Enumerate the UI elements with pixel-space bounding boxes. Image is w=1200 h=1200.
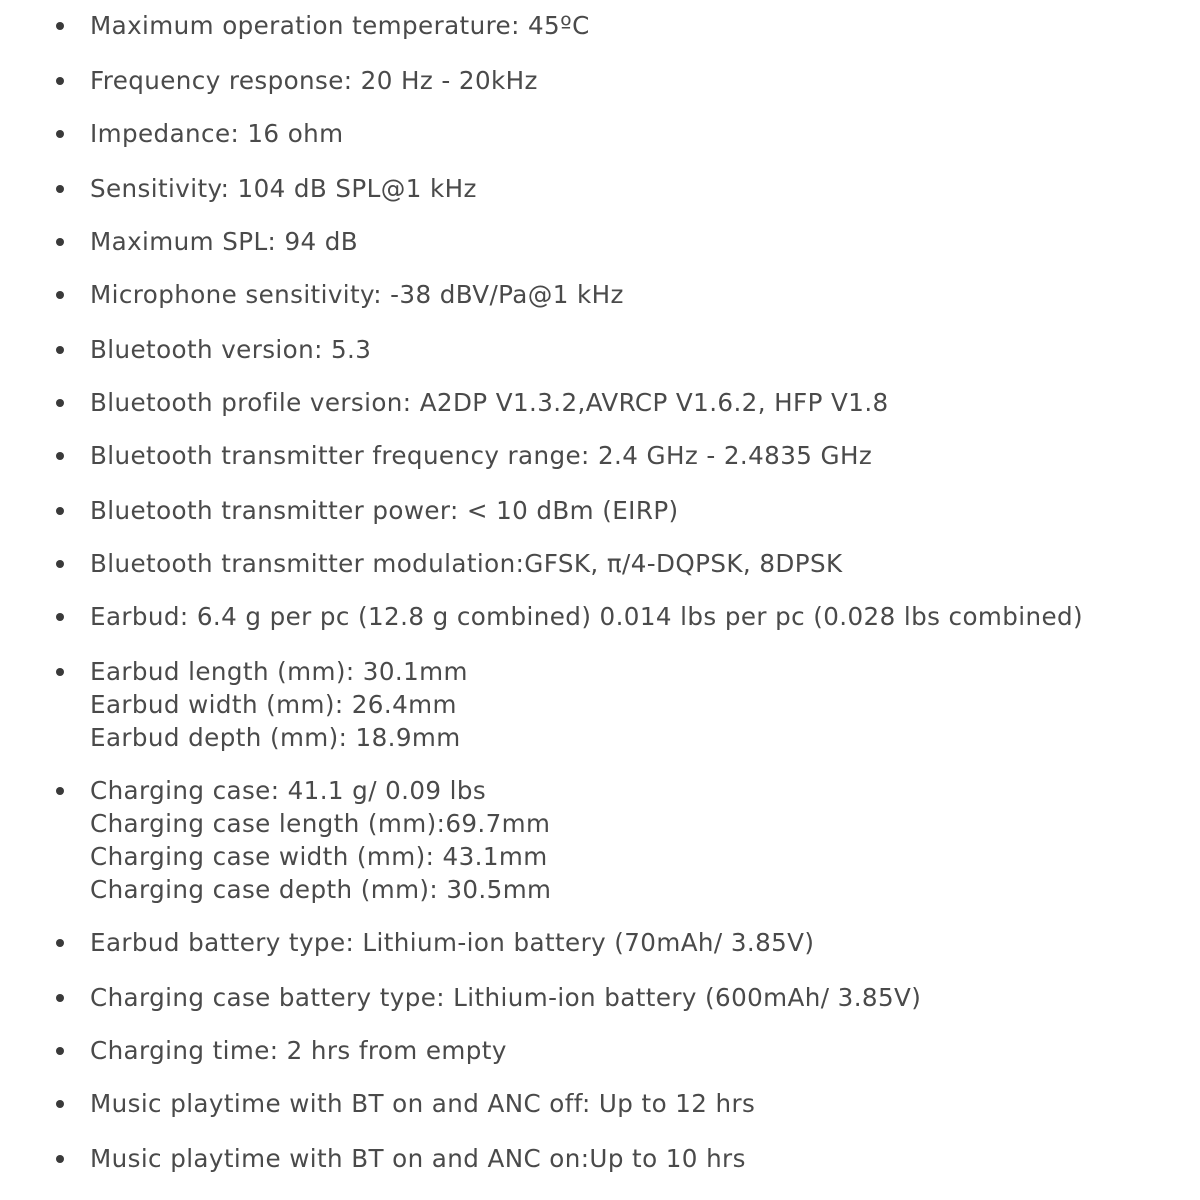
spec-list-item (0, 172, 1200, 205)
spec-line: Earbud width (mm): 26.4mm (90, 690, 457, 719)
spec-list-item (0, 117, 1200, 150)
spec-text (90, 547, 843, 580)
bullet-icon (56, 77, 64, 85)
spec-list-item (0, 600, 1200, 633)
spec-line: Frequency response: 20 Hz - 20kHz (90, 66, 538, 95)
spec-line: Charging case battery type: Lithium-ion battery (600mAh/ 3.85V) (90, 983, 922, 1012)
bullet-icon (56, 1100, 64, 1108)
bullet-icon (56, 130, 64, 138)
spec-line: Music playtime with BT on and ANC off: Up to 12 hrs (90, 1089, 756, 1118)
bullet-icon (56, 238, 64, 246)
spec-list-item (0, 1087, 1200, 1120)
bullet-icon (56, 185, 64, 193)
spec-line: Maximum operation temperature: 45ºC (90, 11, 590, 40)
spec-line: Maximum SPL: 94 dB (90, 227, 359, 256)
spec-text (90, 600, 1083, 633)
bullet-icon (56, 613, 64, 621)
bullet-icon (56, 560, 64, 568)
spec-line: Charging time: 2 hrs from empty (90, 1036, 507, 1065)
spec-text (90, 278, 624, 311)
spec-line: Bluetooth transmitter frequency range: 2.4 GHz - 2.4835 GHz (90, 441, 873, 470)
spec-list-item (0, 494, 1200, 527)
bullet-icon (56, 939, 64, 947)
bullet-icon (56, 346, 64, 354)
bullet-icon (56, 668, 64, 676)
spec-text (90, 386, 889, 419)
spec-text (90, 172, 477, 205)
spec-line: Earbud length (mm): 30.1mm (90, 657, 468, 686)
bullet-icon (56, 452, 64, 460)
spec-list-item (0, 9, 1200, 42)
spec-text (90, 981, 921, 1014)
spec-line: Charging case width (mm): 43.1mm (90, 842, 548, 871)
spec-line: Earbud battery type: Lithium-ion battery (70mAh/ 3.85V) (90, 928, 815, 957)
spec-line: Bluetooth profile version: A2DP V1.3.2,AVRCP V1.6.2, HFP V1.8 (90, 388, 889, 417)
spec-text (90, 117, 343, 150)
bullet-icon (56, 399, 64, 407)
spec-line: Earbud depth (mm): 18.9mm (90, 723, 461, 752)
spec-line: Microphone sensitivity: -38 dBV/Pa@1 kHz (90, 280, 624, 309)
spec-list-item (0, 1034, 1200, 1067)
spec-text (90, 1087, 755, 1120)
spec-text (90, 439, 872, 472)
spec-list-item (0, 64, 1200, 97)
spec-line: Charging case length (mm):69.7mm (90, 809, 551, 838)
spec-text (90, 774, 551, 906)
spec-list-item (0, 655, 1200, 754)
bullet-icon (56, 787, 64, 795)
spec-list-item (0, 333, 1200, 366)
bullet-icon (56, 22, 64, 30)
spec-list-item (0, 439, 1200, 472)
spec-text (90, 1034, 507, 1067)
spec-line: Earbud: 6.4 g per pc (12.8 g combined) 0.014 lbs per pc (0.028 lbs combined) (90, 602, 1084, 631)
spec-text (90, 494, 679, 527)
spec-line: Bluetooth transmitter modulation:GFSK, π/4-DQPSK, 8DPSK (90, 549, 843, 578)
spec-list-item (0, 278, 1200, 311)
spec-list-item (0, 225, 1200, 258)
spec-line: Bluetooth transmitter power: < 10 dBm (EIRP) (90, 496, 679, 525)
bullet-icon (56, 507, 64, 515)
bullet-icon (56, 1047, 64, 1055)
spec-line: Charging case depth (mm): 30.5mm (90, 875, 552, 904)
spec-text (90, 9, 590, 42)
spec-line: Charging case: 41.1 g/ 0.09 lbs (90, 776, 487, 805)
spec-list-item (0, 774, 1200, 906)
spec-list-item (0, 1142, 1200, 1175)
bullet-icon (56, 1155, 64, 1163)
spec-line: Bluetooth version: 5.3 (90, 335, 372, 364)
spec-text (90, 655, 468, 754)
spec-text (90, 64, 538, 97)
spec-line: Music playtime with BT on and ANC on:Up to 10 hrs (90, 1144, 746, 1173)
spec-list-item (0, 547, 1200, 580)
spec-text (90, 1142, 746, 1175)
spec-text (90, 333, 371, 366)
spec-list-item (0, 926, 1200, 959)
bullet-icon (56, 291, 64, 299)
spec-line: Impedance: 16 ohm (90, 119, 344, 148)
spec-list-item (0, 981, 1200, 1014)
spec-list-item (0, 386, 1200, 419)
spec-text (90, 926, 814, 959)
spec-line: Sensitivity: 104 dB SPL@1 kHz (90, 174, 477, 203)
spec-text (90, 225, 358, 258)
bullet-icon (56, 994, 64, 1002)
